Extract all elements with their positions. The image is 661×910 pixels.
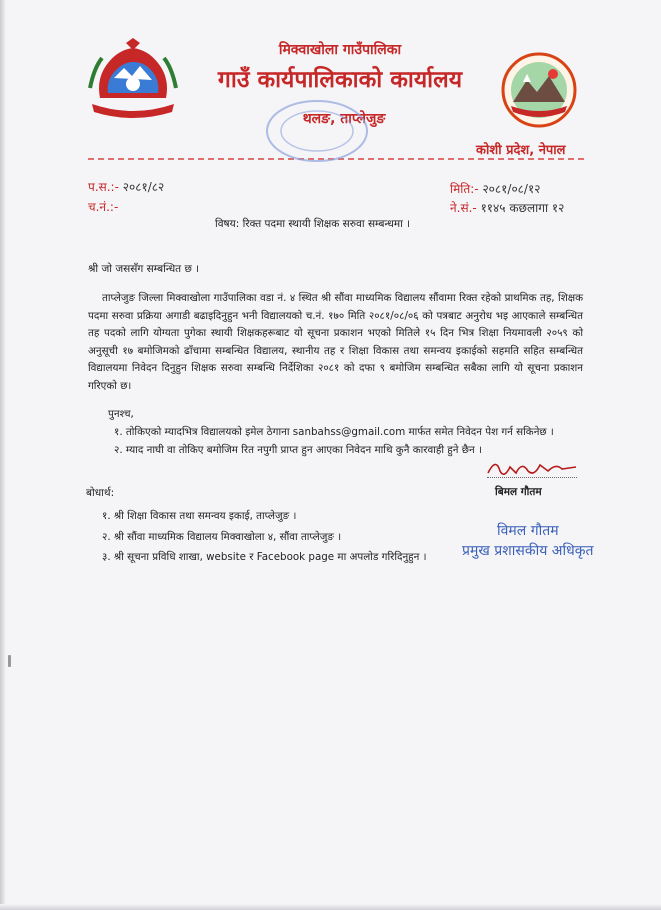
office-title: गाउँ कार्यपालिकाको कार्यालय <box>217 67 463 93</box>
nepal-sambat-value: ११४५ कछलागा १२ <box>480 201 565 215</box>
subject-line: विषय: रिक्त पदमा स्थायी शिक्षक सरुवा सम्बन्धमा । <box>215 218 411 230</box>
chalani-number <box>88 198 118 215</box>
bodhartha-label: बोधार्थ: <box>86 487 115 499</box>
punashcha-label: पुनश्च, <box>108 408 134 420</box>
patra-sankhya-label: प.स.:- <box>88 180 119 194</box>
signatory-name: बिमल गौतम <box>495 486 542 498</box>
nepal-emblem-icon <box>88 38 178 118</box>
punashcha-item: २. म्याद नाघी वा तोकिए बमोजिम रित नपुगी प्राप्त हुन आएका निवेदन माथि कुनै कारवाही हुने छैन । <box>114 444 482 456</box>
office-location: थलङ, ताप्लेजुङ <box>302 111 386 127</box>
body-paragraph: ताप्लेजुङ जिल्ला मिक्वाखोला गाउँपालिका वडा नं. ४ स्थित श्री सौंवा माध्यमिक विद्यालय सौंवामा रिक्त रहेको प्राथमिक तह, शिक्षक पदमा सरुवा प्रक्रिया अगाडी बढाइदिनुहुन भनी विद्यालयको च.नं. १७० मिति २०८१/०८/०६ को पत्रबाट अनुरोध भइ आएकाले सम्बन्धित तह पदको लागि योग्यता पुगेका स्थायी शिक्षकहरूबाट यो सूचना प्रकाशन भएको मितिले १५ दिन भित्र शिक्षा नियमावली २०५९ को अनुसूची १७ बमोजिमको ढाँचामा सम्बन्धित विद्यालय, स्थानीय तह र शिक्षा विकास तथा समन्वय इकाईको सहमति सहित सम्बन्धित विद्यालयमा निवेदन दिनुहुन शिक्षक सरुवा सम्बन्धि निर्देशिका २०८१ को दफा ९ बमोजिम सम्बन्धित सबैका लागि यो सूचना प्रकाशन गरिएको छ। <box>88 292 583 392</box>
punashcha-item: १. तोकिएको म्यादभित्र विद्यालयको इमेल ठेगाना sanbahss@gmail.com मार्फत समेत निवेदन पेश गर्न सकिनेछ । <box>114 426 554 438</box>
bodhartha-item: १. श्री शिक्षा विकास तथा समन्वय इकाई, ताप्लेजुङ । <box>102 510 297 522</box>
scan-mark <box>8 655 11 667</box>
municipality-name: मिक्वाखोला गाउँपालिका <box>278 42 402 58</box>
chalani-label: च.नं.:- <box>88 200 119 214</box>
bodhartha-item: ३. श्री सूचना प्रविधि शाखा, website र Facebook page मा अपलोड गरिदिनुहुन । <box>102 551 427 563</box>
patra-sankhya <box>88 178 164 195</box>
stamp-title: प्रमुख प्रशासकीय अधिकृत <box>462 543 594 559</box>
date <box>450 180 540 197</box>
salutation: श्री जो जससँग सम्बन्धित छ । <box>88 263 200 275</box>
date-label: मिति:- <box>450 182 479 196</box>
province: कोशी प्रदेश, नेपाल <box>476 143 566 158</box>
bodhartha-item: २. श्री सौंवा माध्यमिक विद्यालय मिक्वाखोला ४, सौंवा ताप्लेजुङ । <box>102 531 342 543</box>
scan-edge-bottom <box>0 904 661 910</box>
stamp-name: विमल गौतम <box>497 523 559 539</box>
office-stamp-icon <box>262 96 372 166</box>
nepal-sambat <box>450 199 564 216</box>
signature-line <box>487 477 577 478</box>
municipality-logo-icon <box>493 50 585 132</box>
nepal-sambat-label: ने.सं.- <box>450 201 477 215</box>
patra-sankhya-value: २०८१/८२ <box>122 180 165 194</box>
date-value: २०८१/०८/१२ <box>482 182 541 196</box>
scan-edge-left <box>0 0 6 910</box>
